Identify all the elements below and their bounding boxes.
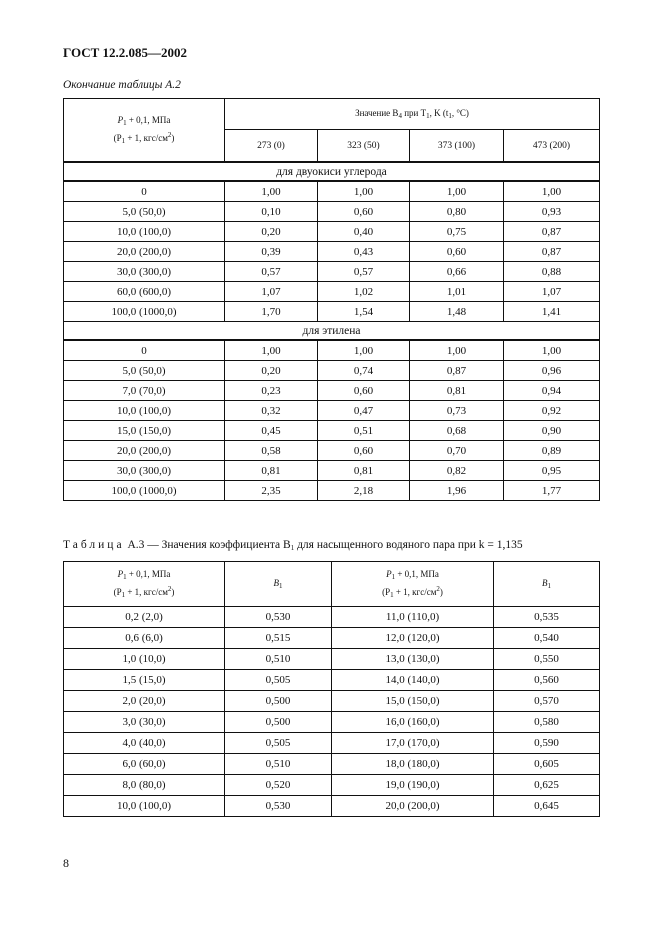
table-row	[64, 733, 600, 754]
pressure-column-header: $P_1 + 0,1$, МПа ($P_1 + 1$, кгс/$см^2$)	[64, 99, 225, 163]
page-number: 8	[63, 856, 69, 870]
table-row	[64, 796, 600, 817]
pressure-cell: 6,0 (60,0)	[64, 754, 225, 775]
value-cell: 0,90	[504, 421, 600, 441]
pressure-cell: 60,0 (600,0)	[64, 282, 225, 302]
value-cell: 0,39	[225, 242, 318, 262]
pressure-cell: 10,0 (100,0)	[64, 401, 225, 421]
b1-value-cell: 0,515	[225, 628, 332, 649]
value-cell: 1,01	[410, 282, 504, 302]
pressure-column-header: $P_1 + 0,1$, МПа ($P_1 + 1$, кгс/$см^2$)	[64, 562, 225, 607]
b1-value-cell: 0,550	[494, 649, 600, 670]
value-cell: 1,07	[225, 282, 318, 302]
value-cell: 0,60	[318, 202, 410, 222]
b1-value-cell: 0,605	[494, 754, 600, 775]
table-row	[64, 712, 600, 733]
value-cell: 1,77	[504, 481, 600, 501]
value-cell: 0,81	[318, 461, 410, 481]
pressure-cell: 5,0 (50,0)	[64, 202, 225, 222]
table-row	[64, 775, 600, 796]
pressure-cell: 3,0 (30,0)	[64, 712, 225, 733]
value-cell: 0,81	[225, 461, 318, 481]
section-header-row	[64, 162, 600, 181]
value-cell: 0,80	[410, 202, 504, 222]
table-row	[64, 670, 600, 691]
b1-value-cell: 0,500	[225, 691, 332, 712]
value-cell: 1,00	[504, 181, 600, 202]
pressure-cell: 15,0 (150,0)	[332, 691, 494, 712]
value-cell: 0,75	[410, 222, 504, 242]
value-cell: 1,70	[225, 302, 318, 322]
table-row	[64, 340, 600, 361]
value-cell: 0,60	[318, 381, 410, 401]
pressure-cell: 0	[64, 181, 225, 202]
value-cell: 1,41	[504, 302, 600, 322]
value-cell: 0,87	[410, 361, 504, 381]
value-cell: 1,00	[410, 181, 504, 202]
value-cell: 1,96	[410, 481, 504, 501]
value-cell: 0,68	[410, 421, 504, 441]
pressure-cell: 18,0 (180,0)	[332, 754, 494, 775]
table-row	[64, 242, 600, 262]
pressure-cell: 12,0 (120,0)	[332, 628, 494, 649]
table-row	[64, 302, 600, 322]
b1-value-cell: 0,510	[225, 649, 332, 670]
pressure-cell: 2,0 (20,0)	[64, 691, 225, 712]
value-cell: 0,10	[225, 202, 318, 222]
b1-value-cell: 0,510	[225, 754, 332, 775]
value-cell: 0,23	[225, 381, 318, 401]
value-cell: 0,87	[504, 242, 600, 262]
pressure-cell: 20,0 (200,0)	[64, 441, 225, 461]
table-row	[64, 441, 600, 461]
document-code: ГОСТ 12.2.085—2002	[63, 45, 188, 60]
b1-value-cell: 0,570	[494, 691, 600, 712]
table-row	[64, 361, 600, 381]
value-cell: 0,82	[410, 461, 504, 481]
value-cell: 0,51	[318, 421, 410, 441]
table-row	[64, 181, 600, 202]
pressure-cell: 1,0 (10,0)	[64, 649, 225, 670]
table-row	[64, 421, 600, 441]
section-title: для этилена	[64, 322, 600, 341]
pressure-cell: 0	[64, 340, 225, 361]
value-cell: 0,45	[225, 421, 318, 441]
pressure-cell: 0,2 (2,0)	[64, 607, 225, 628]
b1-column-header: $B_1$	[225, 562, 332, 607]
value-cell: 0,20	[225, 361, 318, 381]
value-cell: 1,00	[410, 340, 504, 361]
value-cell: 0,57	[318, 262, 410, 282]
value-cell: 0,66	[410, 262, 504, 282]
b1-value-cell: 0,500	[225, 712, 332, 733]
table-row	[64, 262, 600, 282]
pressure-cell: 100,0 (1000,0)	[64, 302, 225, 322]
pressure-cell: 16,0 (160,0)	[332, 712, 494, 733]
b1-value-cell: 0,590	[494, 733, 600, 754]
b1-value-cell: 0,625	[494, 775, 600, 796]
value-cell: 0,92	[504, 401, 600, 421]
pressure-cell: 0,6 (6,0)	[64, 628, 225, 649]
pressure-cell: 14,0 (140,0)	[332, 670, 494, 691]
table-a3-caption: Таблица А.3 — Значения коэффициента $B_1$ для насыщенного водяного пара при k = 1,135	[63, 539, 523, 552]
value-cell: 0,94	[504, 381, 600, 401]
pressure-cell: 17,0 (170,0)	[332, 733, 494, 754]
table-a3	[63, 561, 600, 817]
table-a2	[63, 98, 600, 501]
temp-header: 473 (200)	[504, 130, 600, 163]
table-row	[64, 282, 600, 302]
pressure-cell: 30,0 (300,0)	[64, 262, 225, 282]
value-cell: 0,73	[410, 401, 504, 421]
b1-value-cell: 0,535	[494, 607, 600, 628]
pressure-cell: 10,0 (100,0)	[64, 796, 225, 817]
table-row	[64, 628, 600, 649]
value-cell: 0,43	[318, 242, 410, 262]
table-row	[64, 754, 600, 775]
value-cell: 0,96	[504, 361, 600, 381]
pressure-cell: 15,0 (150,0)	[64, 421, 225, 441]
value-cell: 0,74	[318, 361, 410, 381]
value-cell: 0,95	[504, 461, 600, 481]
value-cell: 1,00	[318, 181, 410, 202]
value-cell: 0,60	[410, 242, 504, 262]
value-cell: 0,87	[504, 222, 600, 242]
b1-value-cell: 0,645	[494, 796, 600, 817]
temp-header: 373 (100)	[410, 130, 504, 163]
section-title: для двуокиси углерода	[64, 162, 600, 181]
table-row	[64, 461, 600, 481]
value-cell: 0,93	[504, 202, 600, 222]
value-cell: 0,89	[504, 441, 600, 461]
pressure-cell: 10,0 (100,0)	[64, 222, 225, 242]
temp-header: 323 (50)	[318, 130, 410, 163]
table-row	[64, 381, 600, 401]
value-cell: 0,60	[318, 441, 410, 461]
value-cell: 1,00	[225, 181, 318, 202]
pressure-cell: 7,0 (70,0)	[64, 381, 225, 401]
pressure-column-header-2: $P_1 + 0,1$, МПа ($P_1 + 1$, кгс/$см^2$)	[332, 562, 494, 607]
value-cell: 1,00	[318, 340, 410, 361]
pressure-cell: 19,0 (190,0)	[332, 775, 494, 796]
pressure-cell: 20,0 (200,0)	[332, 796, 494, 817]
table-row	[64, 202, 600, 222]
value-cell: 0,32	[225, 401, 318, 421]
pressure-cell: 8,0 (80,0)	[64, 775, 225, 796]
table-a2-caption: Окончание таблицы А.2	[63, 79, 181, 91]
b1-value-cell: 0,530	[225, 607, 332, 628]
value-cell: 0,20	[225, 222, 318, 242]
value-cell: 0,70	[410, 441, 504, 461]
b1-value-cell: 0,540	[494, 628, 600, 649]
pressure-cell: 13,0 (130,0)	[332, 649, 494, 670]
b1-value-cell: 0,520	[225, 775, 332, 796]
table-row	[64, 401, 600, 421]
pressure-cell: 4,0 (40,0)	[64, 733, 225, 754]
value-cell: 0,58	[225, 441, 318, 461]
table-row	[64, 481, 600, 501]
value-cell: 0,57	[225, 262, 318, 282]
value-cell: 0,40	[318, 222, 410, 242]
pressure-cell: 100,0 (1000,0)	[64, 481, 225, 501]
value-cell: 1,54	[318, 302, 410, 322]
value-cell: 1,00	[504, 340, 600, 361]
value-cell: 1,07	[504, 282, 600, 302]
value-cell: 1,00	[225, 340, 318, 361]
value-cell: 0,81	[410, 381, 504, 401]
section-header-row	[64, 322, 600, 341]
value-cell: 2,35	[225, 481, 318, 501]
value-cell: 1,48	[410, 302, 504, 322]
table-row	[64, 222, 600, 242]
b1-column-header-2: $B_1$	[494, 562, 600, 607]
value-cell: 0,88	[504, 262, 600, 282]
b1-value-cell: 0,505	[225, 670, 332, 691]
temp-header: 273 (0)	[225, 130, 318, 163]
value-cell: 2,18	[318, 481, 410, 501]
pressure-cell: 20,0 (200,0)	[64, 242, 225, 262]
pressure-cell: 5,0 (50,0)	[64, 361, 225, 381]
pressure-cell: 11,0 (110,0)	[332, 607, 494, 628]
table-row	[64, 649, 600, 670]
b1-value-cell: 0,530	[225, 796, 332, 817]
value-cell: 1,02	[318, 282, 410, 302]
pressure-cell: 30,0 (300,0)	[64, 461, 225, 481]
pressure-cell: 1,5 (15,0)	[64, 670, 225, 691]
value-cell: 0,47	[318, 401, 410, 421]
table-row	[64, 691, 600, 712]
b4-group-header: Значение $B_4$ при $T_1$, K ($t_1$, °C)	[225, 99, 600, 130]
table-row	[64, 607, 600, 628]
b1-value-cell: 0,505	[225, 733, 332, 754]
b1-value-cell: 0,560	[494, 670, 600, 691]
b1-value-cell: 0,580	[494, 712, 600, 733]
